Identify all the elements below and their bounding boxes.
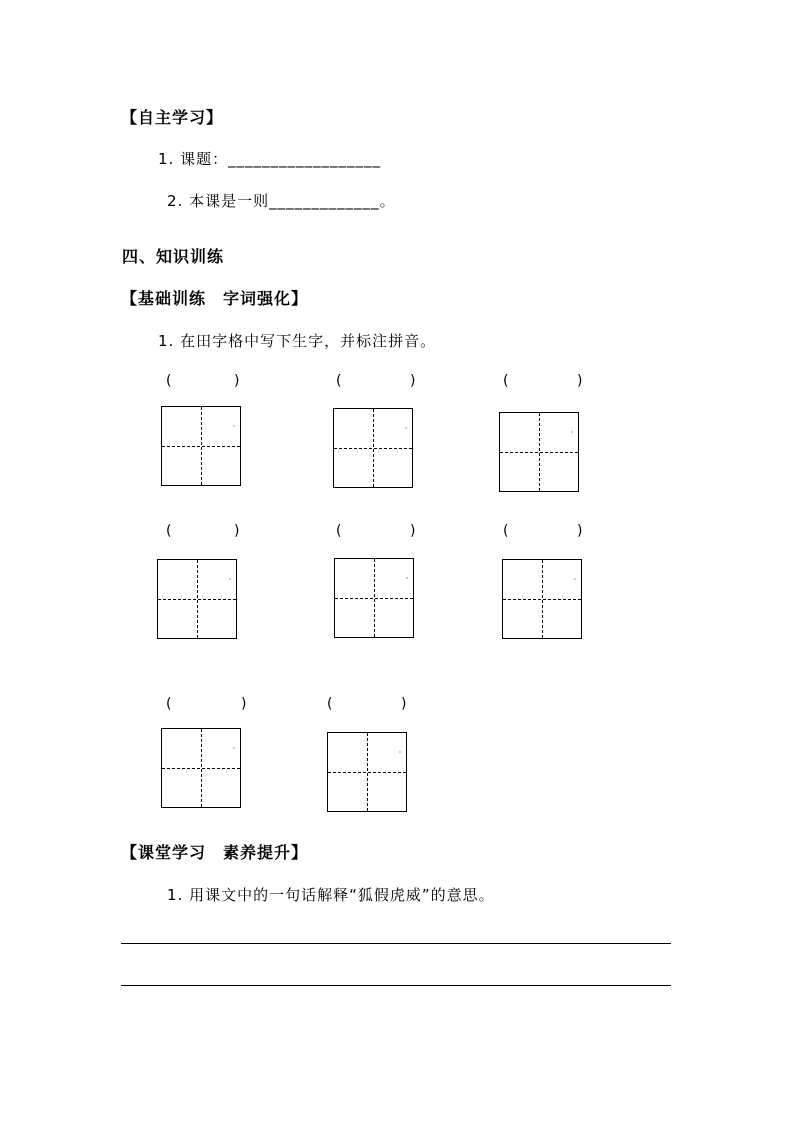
pinyin-close-paren: )	[234, 373, 240, 389]
self-study-question-1: 1. 课题：__________________	[158, 150, 382, 168]
basic-training-heading: 【基础训练 字词强化】	[121, 289, 309, 308]
pinyin-close-paren: )	[234, 523, 240, 539]
tian-grid-box[interactable]	[333, 408, 413, 488]
pinyin-close-paren: )	[401, 696, 407, 712]
pinyin-open-paren: (	[503, 373, 509, 389]
basic-training-question-1: 1. 在田字格中写下生字，并标注拼音。	[158, 332, 437, 350]
tian-grid-box[interactable]	[327, 732, 407, 812]
pinyin-open-paren: (	[336, 373, 342, 389]
answer-line[interactable]	[121, 943, 671, 944]
pinyin-open-paren: (	[166, 696, 172, 712]
tian-grid-box[interactable]	[499, 412, 579, 492]
pinyin-open-paren: (	[503, 523, 509, 539]
tian-grid-box[interactable]	[334, 558, 414, 638]
pinyin-close-paren: )	[577, 523, 583, 539]
tian-grid-box[interactable]	[502, 559, 582, 639]
self-study-question-2: 2. 本课是一则_____________。	[167, 192, 396, 210]
pinyin-close-paren: )	[241, 696, 247, 712]
pinyin-open-paren: (	[166, 373, 172, 389]
pinyin-open-paren: (	[166, 523, 172, 539]
self-study-heading: 【自主学习】	[121, 108, 224, 127]
classroom-study-heading: 【课堂学习 素养提升】	[121, 843, 309, 862]
classroom-study-question-1: 1. 用课文中的一句话解释“狐假虎威”的意思。	[167, 886, 495, 904]
answer-line[interactable]	[121, 985, 671, 986]
pinyin-open-paren: (	[327, 696, 333, 712]
tian-grid-box[interactable]	[157, 559, 237, 639]
pinyin-close-paren: )	[577, 373, 583, 389]
tian-grid-box[interactable]	[161, 728, 241, 808]
pinyin-close-paren: )	[410, 523, 416, 539]
tian-grid-box[interactable]	[161, 406, 241, 486]
pinyin-close-paren: )	[410, 373, 416, 389]
knowledge-training-heading: 四、知识训练	[122, 247, 225, 266]
pinyin-open-paren: (	[336, 523, 342, 539]
